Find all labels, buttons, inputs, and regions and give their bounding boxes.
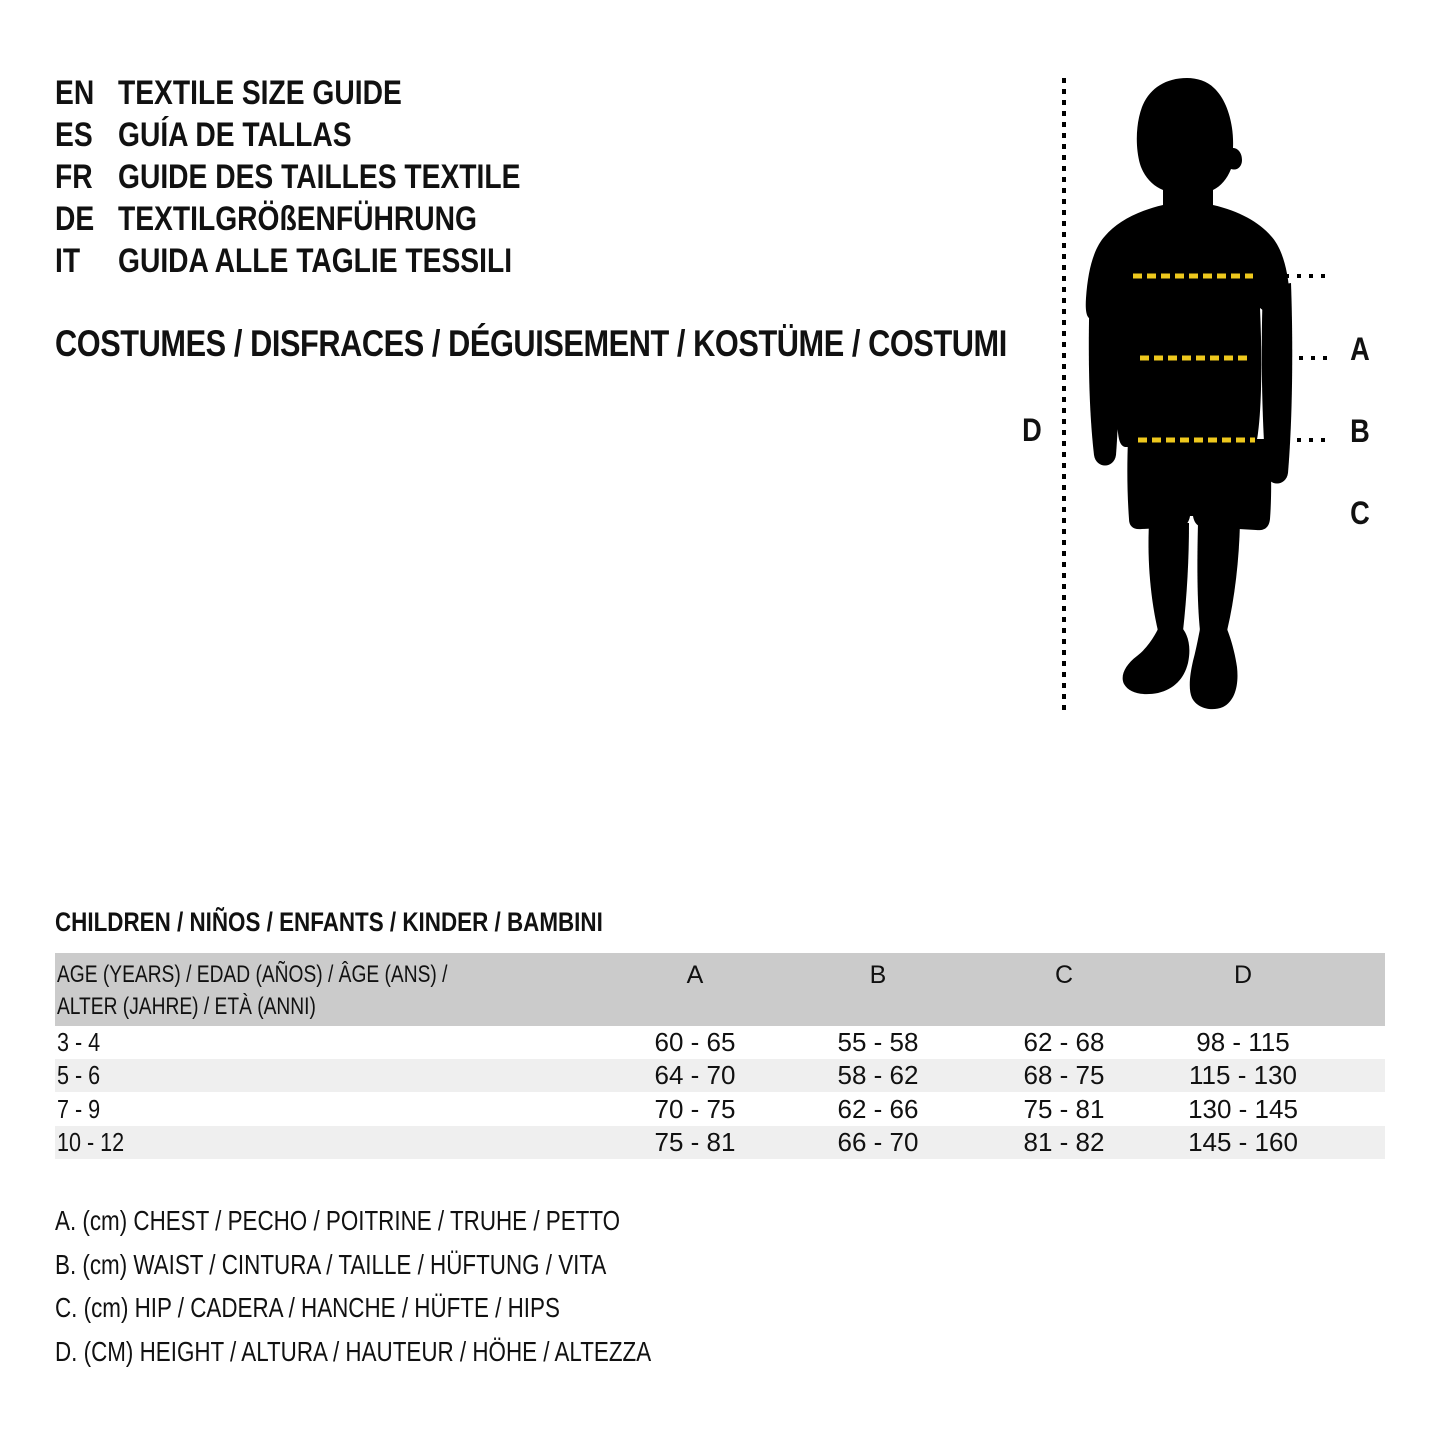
legend-line-d: D. (CM) HEIGHT / ALTURA / HAUTEUR / HÖHE / ALTEZZA	[55, 1335, 652, 1367]
value-cell-b: 58 - 62	[837, 1060, 919, 1091]
language-title: GUIDA ALLE TAGLIE TESSILI	[118, 242, 513, 280]
measurement-figure	[1022, 73, 1370, 718]
figure-label-height: D	[1022, 412, 1042, 448]
table-section-heading	[55, 905, 715, 939]
language-code: IT	[55, 242, 81, 280]
value-cell-d: 130 - 145	[1188, 1093, 1298, 1124]
legend-line-b: B. (cm) WAIST / CINTURA / TAILLE / HÜFTUNG / VITA	[55, 1248, 607, 1280]
value-cell-c: 75 - 81	[1023, 1093, 1105, 1124]
value-cell-d: 98 - 115	[1196, 1027, 1290, 1057]
table-section-heading-text: CHILDREN / NIÑOS / ENFANTS / KINDER / BAMBINI	[55, 907, 603, 937]
language-code: EN	[55, 74, 95, 112]
size-table-header	[55, 953, 1385, 1026]
age-cell: 10 - 12	[57, 1126, 125, 1157]
language-code: ES	[55, 116, 93, 154]
value-cell-d: 145 - 160	[1188, 1126, 1298, 1157]
value-cell-a: 64 - 70	[654, 1060, 736, 1091]
value-cell-c: 62 - 68	[1023, 1027, 1105, 1057]
column-header-a: A	[686, 961, 704, 989]
table-row	[55, 1059, 1385, 1092]
value-cell-a: 60 - 65	[654, 1027, 736, 1057]
size-table	[55, 953, 1385, 1159]
silhouette-shorts	[1127, 439, 1271, 530]
figure-label-chest: A	[1350, 331, 1370, 367]
age-cell: 7 - 9	[57, 1093, 101, 1124]
language-title: GUÍA DE TALLAS	[118, 116, 352, 154]
column-header-b: B	[869, 961, 887, 989]
table-row	[55, 1026, 1385, 1059]
silhouette-right-leg	[1197, 523, 1240, 631]
language-title: TEXTILGRÖßENFÜHRUNG	[118, 200, 478, 238]
value-cell-c: 68 - 75	[1023, 1060, 1105, 1091]
language-title: GUIDE DES TAILLES TEXTILE	[118, 158, 521, 196]
value-cell-b: 62 - 66	[837, 1093, 919, 1124]
silhouette-right-shoe	[1190, 629, 1238, 709]
age-cell: 3 - 4	[57, 1027, 101, 1057]
legend-line-c: C. (cm) HIP / CADERA / HANCHE / HÜFTE / HIPS	[55, 1292, 560, 1323]
value-cell-d: 115 - 130	[1189, 1060, 1297, 1091]
table-row	[55, 1126, 1385, 1159]
silhouette-left-leg	[1148, 523, 1189, 631]
value-cell-a: 75 - 81	[654, 1126, 736, 1157]
legend-line-a: A. (cm) CHEST / PECHO / POITRINE / TRUHE / PETTO	[55, 1205, 621, 1236]
child-silhouette	[1086, 78, 1292, 709]
language-code: DE	[55, 200, 95, 238]
value-cell-a: 70 - 75	[654, 1093, 736, 1124]
value-cell-b: 66 - 70	[837, 1126, 919, 1157]
column-header-d: D	[1233, 961, 1253, 989]
age-header-line1: AGE (YEARS) / EDAD (AÑOS) / ÂGE (ANS) /	[57, 961, 448, 988]
column-header-c: C	[1054, 961, 1074, 989]
table-row	[55, 1093, 1385, 1126]
value-cell-c: 81 - 82	[1023, 1126, 1105, 1157]
silhouette-head	[1137, 78, 1242, 215]
language-title: TEXTILE SIZE GUIDE	[118, 74, 402, 112]
figure-label-waist: B	[1350, 413, 1370, 449]
silhouette-torso	[1086, 205, 1290, 447]
figure-label-hip: C	[1350, 495, 1370, 531]
silhouette-left-shoe	[1123, 629, 1190, 694]
child-silhouette-graphic	[1030, 73, 1350, 718]
age-cell: 5 - 6	[57, 1060, 101, 1091]
category-heading-text: COSTUMES / DISFRACES / DÉGUISEMENT / KOSTÜME / COSTUMI	[55, 323, 1007, 364]
age-header-line2: ALTER (JAHRE) / ETÀ (ANNI)	[57, 993, 316, 1020]
language-code: FR	[55, 158, 93, 196]
value-cell-b: 55 - 58	[837, 1027, 919, 1057]
